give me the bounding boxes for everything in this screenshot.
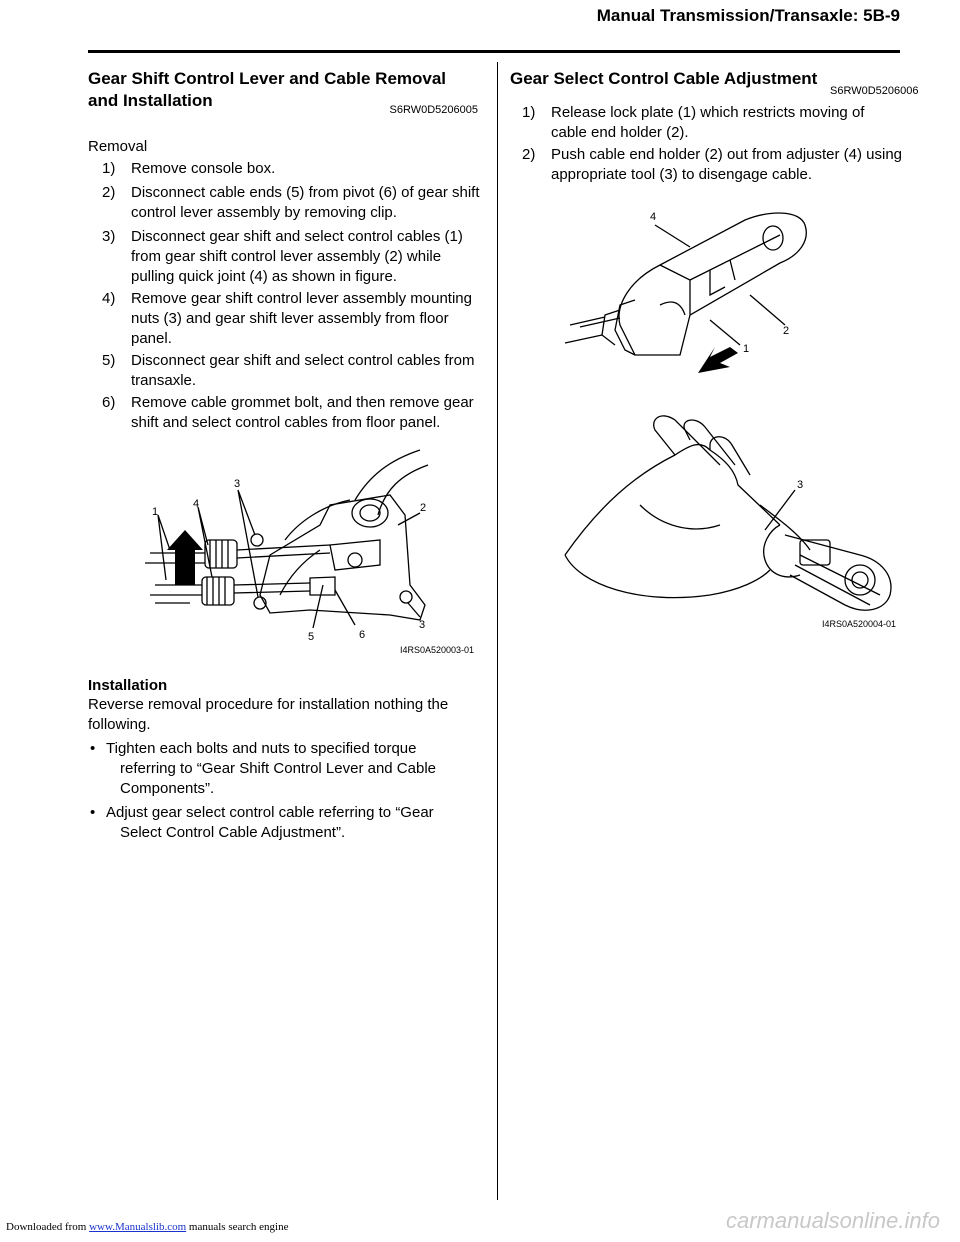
callout-5: 5 [308, 631, 315, 643]
footer-prefix: Downloaded from [6, 1221, 90, 1233]
callout-1: 1 [152, 506, 159, 518]
step-number: 5) [102, 352, 116, 369]
header-rule [88, 50, 900, 53]
step-text: Remove console box. [131, 160, 276, 177]
step-text: pulling quick joint (4) as shown in figure. [131, 268, 397, 285]
installation-heading: Installation [88, 677, 168, 694]
watermark: carmanualsonline.info [725, 1208, 940, 1233]
column-divider [497, 62, 498, 1200]
bullet-text: Adjust gear select control cable referring to “Gear [106, 804, 434, 821]
bullet-text: Tighten each bolts and nuts to specified torque [106, 740, 417, 757]
step-text: Release lock plate (1) which restricts moving of [551, 104, 865, 121]
cable-adjustment-figure [560, 205, 900, 635]
callout-3: 3 [234, 478, 241, 490]
bullet-text: Components”. [120, 780, 215, 797]
step-text: transaxle. [131, 372, 197, 389]
step-number: 2) [102, 184, 116, 201]
step-text: cable end holder (2). [551, 124, 689, 141]
cable-removal-illustration [130, 445, 480, 660]
step-text: appropriate tool (3) to disengage cable. [551, 166, 813, 183]
bullet-marker: • [90, 740, 96, 757]
callout-4: 4 [193, 498, 200, 510]
callout-2: 2 [783, 325, 790, 337]
figure-code: I4RS0A520003-01 [400, 645, 475, 655]
step-text: Disconnect cable ends (5) from pivot (6) of gear shift [131, 184, 480, 201]
callout-2: 2 [420, 502, 427, 514]
step-text: Push cable end holder (2) out from adjuster (4) using [551, 146, 903, 163]
page-header-title: Manual Transmission/Transaxle: 5B-9 [596, 6, 900, 25]
section-title-line1: Gear Shift Control Lever and Cable Removal [88, 69, 447, 88]
cable-adjustment-illustration [560, 205, 900, 635]
callout-6: 6 [359, 629, 366, 641]
step-number: 3) [102, 228, 116, 245]
footer-suffix: manuals search engine [186, 1221, 289, 1233]
section-code: S6RW0D5206005 [389, 104, 478, 116]
bullet-text: Select Control Cable Adjustment”. [120, 824, 346, 841]
step-number: 1) [102, 160, 116, 177]
manualslib-link[interactable]: www.Manualslib.com [89, 1221, 187, 1233]
removal-heading: Removal [88, 138, 148, 155]
callout-1: 1 [743, 343, 750, 355]
step-number: 4) [102, 290, 116, 307]
step-number: 1) [522, 104, 536, 121]
step-text: nuts (3) and gear shift lever assembly from floor [131, 310, 449, 327]
step-text: Remove cable grommet bolt, and then remove gear [131, 394, 474, 411]
callout-4: 4 [650, 211, 657, 223]
installation-line: Reverse removal procedure for installation nothing the [88, 696, 449, 713]
cable-removal-figure [130, 445, 480, 660]
bullet-text: referring to “Gear Shift Control Lever and Cable [120, 760, 436, 777]
section-title-line2: and Installation [88, 91, 213, 110]
step-text: Disconnect gear shift and select control cables from [131, 352, 475, 369]
step-text: panel. [131, 330, 172, 347]
step-text: control lever assembly by removing clip. [131, 204, 397, 221]
footer-source [6, 1221, 288, 1233]
step-number: 6) [102, 394, 116, 411]
step-number: 2) [522, 146, 536, 163]
step-text: from gear shift control lever assembly (2) while [131, 248, 442, 265]
right-section-code: S6RW0D5206006 [830, 85, 919, 97]
figure-code: I4RS0A520004-01 [822, 619, 897, 629]
callout-3b: 3 [419, 619, 426, 631]
step-text: Disconnect gear shift and select control cables (1) [131, 228, 463, 245]
right-section-title: Gear Select Control Cable Adjustment [510, 69, 818, 88]
step-text: shift and select control cables from floor panel. [131, 414, 441, 431]
step-text: Remove gear shift control lever assembly mounting [131, 290, 472, 307]
callout-3: 3 [797, 479, 804, 491]
bullet-marker: • [90, 804, 96, 821]
installation-line: following. [88, 716, 151, 733]
